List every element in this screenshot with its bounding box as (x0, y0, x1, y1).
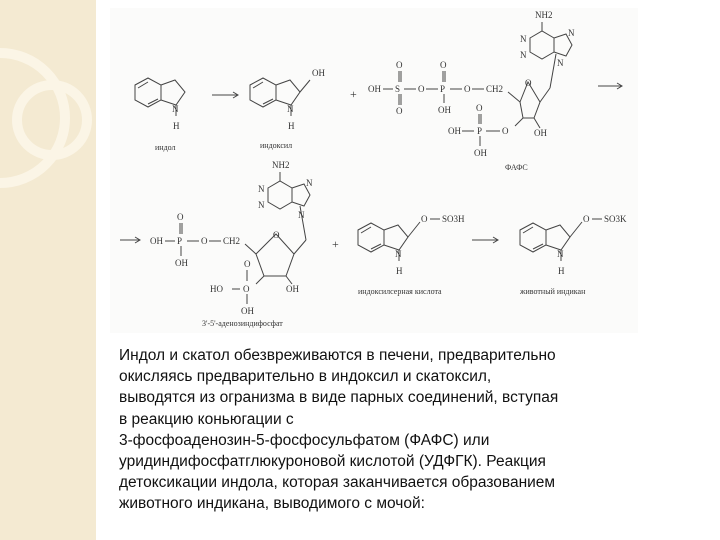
paps-p-atom: P (440, 84, 446, 94)
decorative-ring-small (12, 80, 92, 160)
paps-ribose-o: O (525, 78, 532, 88)
indoxyl-n-atom: N (287, 104, 294, 114)
indoxyl-structure (250, 78, 310, 116)
paps-adenine-nh2: NH2 (535, 10, 553, 20)
paps-bridge-o: O (418, 84, 425, 94)
paps-ester-o: O (464, 84, 471, 94)
description-line-4: в реакцию коньюгации с (119, 410, 294, 428)
label-indoxyl: индоксил (260, 141, 293, 150)
adp-ho-left: HO (210, 284, 223, 294)
adp-oh-left: OH (150, 236, 163, 246)
paps-p2-oh-left: OH (448, 126, 461, 136)
paps-p2-oh-bottom: OH (474, 148, 487, 158)
adp-ch2-group: CH2 (223, 236, 241, 246)
indican-o-atom: O (583, 214, 590, 224)
decorative-sidebar (0, 0, 92, 540)
adp-p-atom: P (177, 236, 183, 246)
adp-p2-o-top: O (244, 259, 251, 269)
label-adp: 3'-5'-аденозиндифосфат (202, 319, 283, 328)
adp-adenine-n7: N (306, 178, 313, 188)
adp-adenine-n3: N (258, 200, 265, 210)
indoxylsulfuric-n-atom: N (395, 249, 402, 259)
adp-p2-oh-bottom: OH (241, 306, 254, 316)
indoxyl-h-atom: H (288, 121, 295, 131)
adp-adenine-nh2: NH2 (272, 160, 290, 170)
paps-oh-left: OH (368, 84, 381, 94)
label-fafs: ФАФС (505, 163, 528, 172)
paps-ribose-3o: O (502, 126, 509, 136)
plus-sign-2: + (332, 237, 339, 251)
reaction-scheme (110, 8, 638, 333)
indole-n-atom: N (172, 104, 179, 114)
description-line-3: выводятся из огранизма в виде парных соединений, вступая (119, 389, 559, 407)
paps-adenine-n7: N (568, 28, 575, 38)
label-indol: индол (155, 143, 176, 152)
paps-adenine-n9: N (557, 58, 564, 68)
description-line-7: детоксикации индола, которая заканчивается образованием (119, 474, 556, 492)
reaction-scheme-drawing (110, 8, 638, 333)
indican-n-atom: N (557, 249, 564, 259)
paps-p2-atom: P (477, 126, 483, 136)
paps-p-oh: OH (438, 105, 451, 115)
description-line-6: уридиндифосфатглюкуроновой кислотой (УДФГК). Реакция (119, 453, 546, 471)
indican-h-atom: H (558, 266, 565, 276)
description-line-5: 3-фосфоаденозин-5-фосфосульфатом (ФАФС) или (119, 431, 490, 449)
paps-ch2-group: CH2 (486, 84, 504, 94)
paps-adenine-n3: N (520, 50, 527, 60)
adp-ribose-3o: O (243, 284, 250, 294)
adp-adenine-n9: N (298, 210, 305, 220)
indoxylsulfuric-o-atom: O (421, 214, 428, 224)
adp-structure (150, 160, 313, 316)
paps-s-o-top: O (396, 60, 403, 70)
paps-s-atom: S (395, 84, 401, 94)
adp-p-o-top: O (177, 212, 184, 222)
adp-adenine-n1: N (258, 184, 265, 194)
description-line-2: окисляясь предварительно в индоксил и скатоксил, (119, 368, 492, 386)
indoxyl-oh-group: OH (312, 68, 325, 78)
plus-sign-1: + (350, 87, 357, 101)
description-text (119, 345, 649, 515)
adp-ester-o: O (201, 236, 208, 246)
indole-h-atom: H (173, 121, 180, 131)
adp-ribose-o: O (273, 230, 280, 240)
adp-ribose-oh: OH (286, 284, 299, 294)
paps-ribose-oh: OH (534, 128, 547, 138)
paps-p2-o-top: O (476, 103, 483, 113)
paps-s-o-bottom: O (396, 106, 403, 116)
paps-p-o-top: O (440, 60, 447, 70)
indoxylsulfuric-so3h-group: SO3H (442, 214, 465, 224)
indican-so3k-group: SO3K (604, 214, 627, 224)
description-line-1: Индол и скатол обезвреживаются в печени, предварительно (119, 347, 556, 364)
paps-adenine-n1: N (520, 34, 527, 44)
description-line-8: животного индикана, выводимого с мочой: (119, 495, 425, 513)
paps-structure (368, 10, 575, 158)
adp-p-oh: OH (175, 258, 188, 268)
indoxylsulfuric-h-atom: H (396, 266, 403, 276)
sidebar-edge (92, 0, 96, 540)
label-animal-indican: животный индикан (520, 287, 586, 296)
label-indoxylsulfuric-acid: индоксилсерная кислота (358, 287, 442, 296)
